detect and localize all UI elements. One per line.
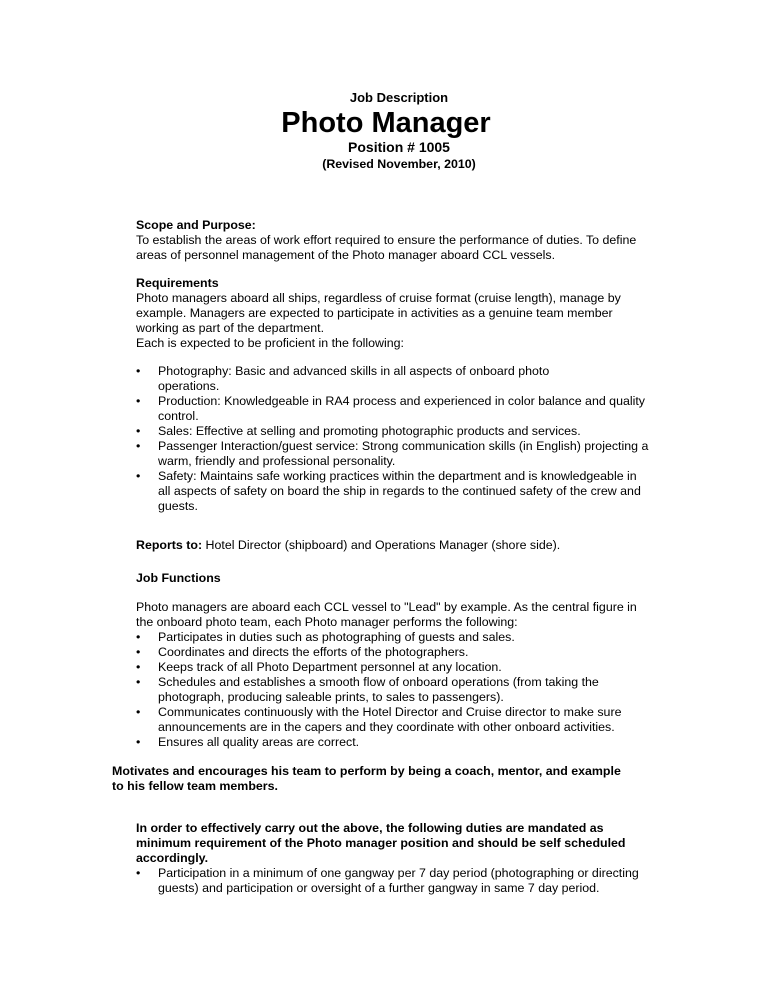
item-line: • Production: Knowledgeable in RA4 process and experienced in color balance and quality (158, 394, 645, 408)
item-line: • Sales: Effective at selling and promoting photographic products and services. (158, 424, 581, 438)
item-line: • Passenger Interaction/guest service: Strong communication skills (in English) projecting a (158, 439, 649, 453)
doc-title: Photo Manager (281, 107, 491, 139)
list-item (136, 660, 666, 675)
list-item (136, 630, 666, 645)
item-line: • Photography: Basic and advanced skills in all aspects of onboard photo (158, 364, 550, 378)
list-item (136, 439, 666, 469)
duties-list (136, 866, 666, 896)
functions-section (136, 600, 666, 750)
item-line: • Participates in duties such as photographing of guests and sales. (158, 630, 515, 644)
scope-section (136, 218, 666, 263)
requirements-line: Each is expected to be proficient in the following: (136, 336, 404, 350)
item-line: guests. (158, 499, 198, 513)
duties-line: accordingly. (136, 851, 209, 865)
functions-list (136, 630, 666, 750)
list-item (136, 364, 666, 394)
functions-line: the onboard photo team, each Photo manager performs the following: (136, 615, 518, 629)
list-item (136, 735, 666, 750)
duties-line: In order to effectively carry out the above, the following duties are mandated as (136, 821, 604, 835)
item-line: • Schedules and establishes a smooth flow of onboard operations (from taking the (158, 675, 599, 689)
list-item (136, 469, 666, 514)
reports-line (136, 538, 666, 553)
doc-label: Job Description (349, 90, 449, 105)
functions-heading-block (136, 571, 666, 586)
duties-line: minimum requirement of the Photo manager position and should be self scheduled (136, 836, 626, 850)
item-line: • Ensures all quality areas are correct. (158, 735, 360, 749)
reports-section (136, 538, 666, 553)
item-line: control. (158, 409, 199, 423)
scope-heading: Scope and Purpose: (136, 218, 256, 232)
item-line: • Communicates continuously with the Hotel Director and Cruise director to make sure (158, 705, 622, 719)
revision-date: (Revised November, 2010) (322, 157, 476, 171)
item-line: photograph, producing saleable prints, to sales to passengers). (158, 690, 504, 704)
list-item (136, 866, 666, 896)
item-line: announcements are in the capers and they coordinate with other onboard activities. (158, 720, 615, 734)
functions-line: Photo managers are aboard each CCL vessel to "Lead" by example. As the central figure in (136, 600, 637, 614)
item-line: • Coordinates and directs the efforts of the photographers. (158, 645, 469, 659)
reports-text: Hotel Director (shipboard) and Operations Manager (shore side). (202, 538, 561, 552)
item-line: • Safety: Maintains safe working practices within the department and is knowledgeable in (158, 469, 637, 483)
requirements-line: working as part of the department. (136, 321, 325, 335)
item-line: warm, friendly and professional personality. (158, 454, 396, 468)
list-item (136, 424, 666, 439)
item-line: guests) and participation or oversight of a further gangway in same 7 day period. (158, 881, 600, 895)
item-line: • Keeps track of all Photo Department personnel at any location. (158, 660, 502, 674)
reports-label: Reports to: (136, 538, 203, 552)
requirements-line: Photo managers aboard all ships, regardless of cruise format (cruise length), manage by (136, 291, 621, 305)
requirements-list (136, 364, 666, 514)
list-item (136, 394, 666, 424)
list-item (136, 675, 666, 705)
motivates-line: Motivates and encourages his team to perform by being a coach, mentor, and example (112, 764, 621, 778)
scope-line: areas of personnel management of the Photo manager aboard CCL vessels. (136, 248, 556, 262)
motivates-section (112, 764, 672, 794)
position-number: Position # 1005 (348, 139, 450, 155)
list-item (136, 645, 666, 660)
requirements-section (136, 276, 666, 351)
functions-heading: Job Functions (136, 571, 221, 585)
requirements-line: example. Managers are expected to participate in activities as a genuine team member (136, 306, 613, 320)
item-line: operations. (158, 379, 220, 393)
item-line: all aspects of safety on board the ship in regards to the continued safety of the crew and (158, 484, 641, 498)
item-line: • Participation in a minimum of one gangway per 7 day period (photographing or directing (158, 866, 639, 880)
motivates-line: to his fellow team members. (112, 779, 278, 793)
list-item (136, 705, 666, 735)
duties-section (136, 821, 666, 896)
requirements-heading: Requirements (136, 276, 219, 290)
scope-line: To establish the areas of work effort required to ensure the performance of duties. To define (136, 233, 637, 247)
